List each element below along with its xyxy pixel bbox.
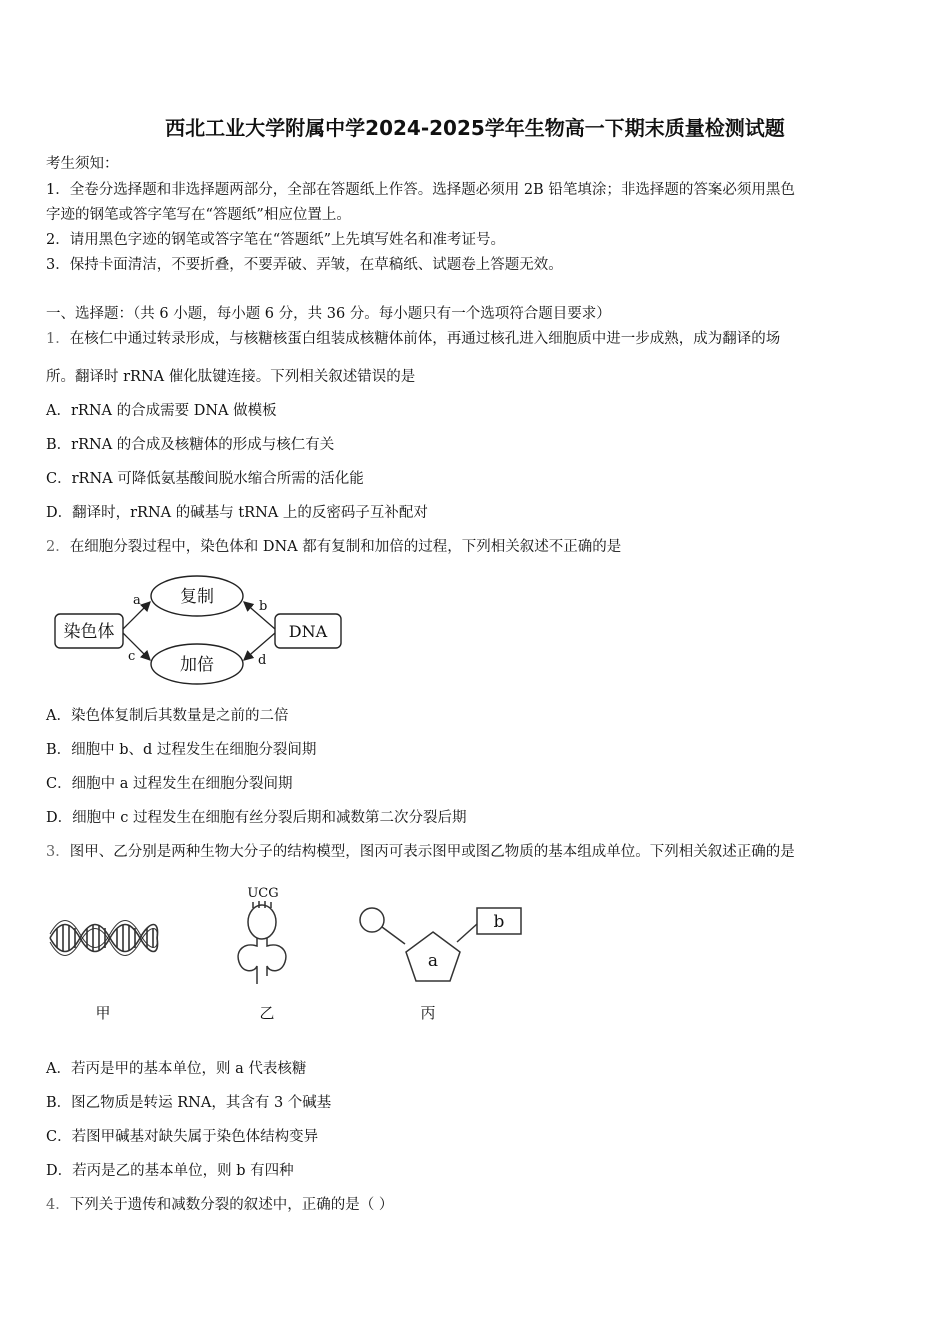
notice-line: 1．全卷分选择题和非选择题两部分，全部在答题纸上作答。选择题必须用 2B 铅笔填涂；非选择题的答案必须用黑色 xyxy=(46,182,795,198)
label-a: a xyxy=(133,593,141,608)
question-text: 下列关于遗传和减数分裂的叙述中，正确的是（ ） xyxy=(69,1197,394,1213)
option-c[interactable]: C．若图甲碱基对缺失属于染色体结构变异 xyxy=(46,1129,319,1145)
label-yi: 乙 xyxy=(259,1004,275,1022)
question-text: 在细胞分裂过程中，染色体和 DNA 都有复制和加倍的过程，下列相关叙述不正确的是 xyxy=(69,539,622,555)
question-3 xyxy=(46,840,795,861)
label-a: a xyxy=(427,951,439,971)
option-a[interactable]: A．染色体复制后其数量是之前的二倍 xyxy=(46,708,289,724)
question-number: 1． xyxy=(46,331,70,347)
question-text: 图甲、乙分别是两种生物大分子的结构模型，图丙可表示图甲或图乙物质的基本组成单位。下列相关叙述正确的是 xyxy=(69,844,795,860)
option-a[interactable]: A．若丙是甲的基本单位，则 a 代表核糖 xyxy=(46,1061,307,1077)
notice-line: 2．请用黑色字迹的钢笔或答字笔在“答题纸”上先填写姓名和准考证号。 xyxy=(46,232,506,248)
notice-line: 3．保持卡面清洁，不要折叠，不要弄破、弄皱，在草稿纸、试题卷上答题无效。 xyxy=(46,257,563,273)
question-number: 4． xyxy=(46,1197,70,1213)
macromolecule-figure xyxy=(45,880,535,1030)
section-heading: 一、选择题：（共 6 小题，每小题 6 分，共 36 分。每小题只有一个选项符合题目要求） xyxy=(46,306,611,322)
option-a[interactable]: A．rRNA 的合成需要 DNA 做模板 xyxy=(46,403,277,419)
label-c: c xyxy=(128,649,136,664)
question-2 xyxy=(46,535,621,556)
option-d[interactable]: D．细胞中 c 过程发生在细胞有丝分裂后期和减数第二次分裂后期 xyxy=(46,810,467,826)
label-d: d xyxy=(258,653,267,668)
notice-heading: 考生须知： xyxy=(46,156,119,172)
double-label: 加倍 xyxy=(180,655,214,675)
question-number: 3． xyxy=(46,844,70,860)
question-1-cont: 所。翻译时 rRNA 催化肽键连接。下列相关叙述错误的是 xyxy=(46,369,416,385)
question-number: 2． xyxy=(46,539,70,555)
option-d[interactable]: D．翻译时，rRNA 的碱基与 tRNA 上的反密码子互补配对 xyxy=(46,505,428,521)
question-text: 在核仁中通过转录形成，与核糖核蛋白组装成核糖体前体，再通过核孔进入细胞质中进一步成熟，成为翻译的场 xyxy=(69,331,781,347)
option-b[interactable]: B．图乙物质是转运 RNA，其含有 3 个碱基 xyxy=(46,1095,332,1111)
anticodon-label: UCG xyxy=(247,886,279,901)
option-d[interactable]: D．若丙是乙的基本单位，则 b 有四种 xyxy=(46,1163,294,1179)
chromosome-dna-diagram xyxy=(50,574,350,686)
question-4 xyxy=(46,1193,393,1214)
label-jia: 甲 xyxy=(95,1004,111,1022)
label-bing: 丙 xyxy=(420,1004,436,1022)
chromosome-label: 染色体 xyxy=(63,622,115,642)
dna-helix xyxy=(50,921,158,956)
phosphate-circle xyxy=(360,908,384,932)
option-b[interactable]: B．细胞中 b、d 过程发生在细胞分裂间期 xyxy=(46,742,317,758)
page-title: 西北工业大学附属中学2024-2025学年生物高一下期末质量检测试题 xyxy=(165,116,785,140)
dna-label: DNA xyxy=(288,622,328,641)
option-c[interactable]: C．rRNA 可降低氨基酸间脱水缩合所需的活化能 xyxy=(46,471,364,487)
label-b: b xyxy=(493,912,505,932)
notice-line: 字迹的钢笔或答字笔写在“答题纸”相应位置上。 xyxy=(46,207,351,223)
label-b: b xyxy=(259,599,268,614)
option-c[interactable]: C．细胞中 a 过程发生在细胞分裂间期 xyxy=(46,776,293,792)
option-b[interactable]: B．rRNA 的合成及核糖体的形成与核仁有关 xyxy=(46,437,335,453)
replicate-label: 复制 xyxy=(180,587,214,607)
question-1 xyxy=(46,327,780,348)
trna-shape xyxy=(238,901,286,984)
